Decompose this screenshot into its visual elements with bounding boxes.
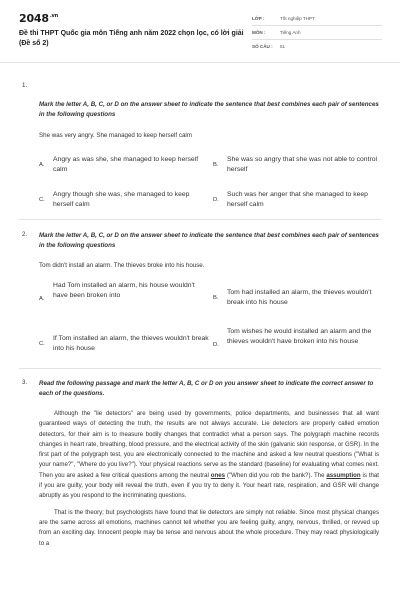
passage-text: ("When did you rob the bank?). The (226, 471, 325, 479)
option-text: Had Tom installed an alarm, his house wouldn't have been broken into (53, 282, 195, 299)
option-letter: B. (213, 295, 219, 301)
option-letter: D. (213, 197, 219, 203)
question-instruction: Mark the letter A, B, C, or D on the answer sheet to indicate the sentence that best combines each pair of sentences in the following questions (39, 232, 379, 249)
question-divider (19, 219, 381, 220)
passage-paragraph (39, 409, 379, 502)
option-text: Tom had installed an alarm, the thieves wouldn't break into his house (227, 289, 372, 306)
question-number: 3. (22, 379, 28, 386)
lop-label: LỚP : (252, 16, 265, 21)
option-letter: C. (39, 341, 45, 347)
mon-label: MÔN : (252, 30, 266, 35)
logo-main: 2048 (19, 12, 49, 25)
option-text: Such was her anger that she managed to keep herself calm (227, 191, 368, 208)
option-letter: A. (39, 162, 45, 168)
option-text: If Tom installed an alarm, the thieves wouldn't break into his house (53, 335, 209, 352)
underlined-word-assumption: assumption (326, 471, 361, 479)
meta-divider (252, 25, 382, 26)
socau-label: SỐ CÂU : (252, 44, 273, 49)
question-number: 1. (22, 82, 28, 89)
meta-divider (252, 39, 382, 40)
socau-value: 51 (280, 44, 286, 49)
option-text: Angry as was she, she managed to keep herself calm (53, 156, 199, 173)
option-letter: A. (39, 296, 45, 302)
passage-text: That is the theory; but psychologists have found that lie detectors are simply not reliable. Since most physical changes are the same across all emotions, machines cannot tell whether you are feeling guilty, angry, nervous, thrilled, or revved up from an exciting day. Innocent people may be tense and nervous about the whole procedure. They may react physiologically to a (39, 508, 379, 547)
question-stem: Tom didn't install an alarm. The thieves broke into his house. (39, 262, 205, 269)
option-letter: B. (213, 162, 219, 168)
lop-value: Tốt nghiệp THPT (280, 16, 315, 21)
option-text: Angry though she was, she managed to keep herself calm (53, 191, 190, 208)
option-letter: D. (213, 342, 219, 348)
logo-suffix: .vn (49, 13, 58, 20)
option-letter: C. (39, 197, 45, 203)
option-text: She was so angry that she was not able to control herself (227, 156, 377, 173)
underlined-word-ones: ones (210, 471, 226, 479)
question-instruction: Read the following passage and mark the letter A, B, C or D on you answer sheet to indicate the correct answer to each of the questions. (39, 380, 374, 397)
question-number: 2. (22, 231, 28, 238)
passage-text: Although the "lie detectors" are being used by governments, police departments, and businesses that all want guaranteed ways of detecting the truth, the results are not always accurate. Lie detectors are properly called emotion detectors, for their aim is to measure bodily changes that contradict what a person says. The polygraph machine records changes in heart rate, breathing, blood pressure, and the electrical activity of the skin (galvanic skin response, or GSR). In the first part of the polygraph test, you are electronically connected to the machine and asked a few neutral questions ("What is your name?", "Where do you live?"). Your physical reactions serve as the standard (baseline) for evaluating what comes next. Then you are asked a few critical questions among the neutral (39, 410, 379, 479)
question-instruction: Mark the letter A, B, C, or D on the answer sheet to indicate the sentence that best combines each pair of sentences in the following questions (39, 101, 379, 118)
question-stem: She was very angry. She managed to keep herself calm (39, 132, 192, 139)
option-text: Tom wishes he would installed an alarm and the thieves wouldn't have broken into his house (227, 328, 372, 345)
passage-text: is that if you are guilty, your body will reveal the truth, even if you try to deny it. Your heart rate, respiration, and GSR will change abruptly as you respond to the incriminating questions. (39, 471, 379, 500)
reading-passage (39, 409, 379, 555)
document-header (0, 0, 400, 63)
document-title: Đề thi THPT Quốc gia môn Tiếng anh năm 2022 chọn lọc, có lời giải (Đề số 2) (19, 30, 244, 47)
passage-paragraph (39, 508, 379, 549)
mon-value: Tiếng Anh (280, 30, 301, 35)
site-logo[interactable] (19, 12, 58, 25)
question-divider (19, 368, 381, 369)
